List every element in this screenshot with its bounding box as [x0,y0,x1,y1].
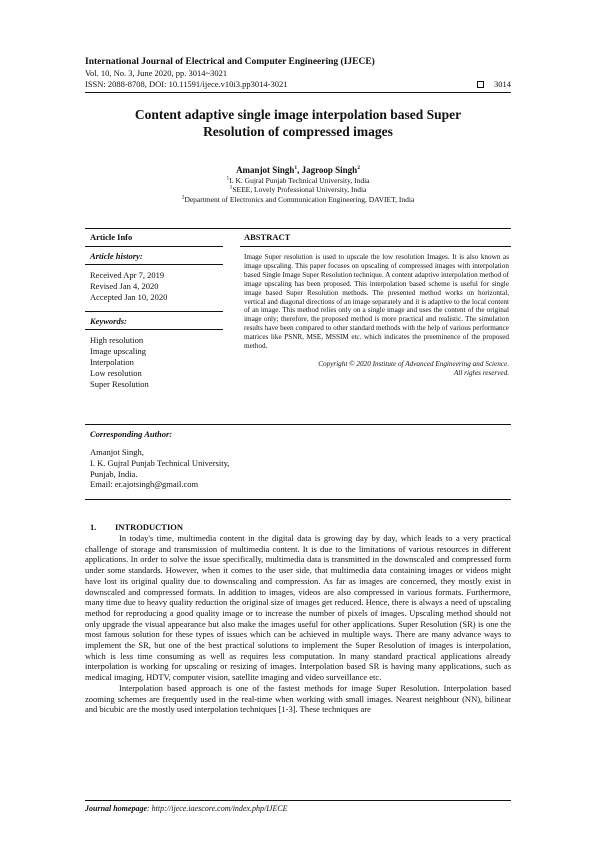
page-number: 3014 [494,79,511,89]
affiliation-text: Department of Electronics and Communication Engineering, DAVIET, India [184,195,415,204]
corresponding-author-block [85,429,385,490]
introduction-section [85,522,511,715]
affiliation-text: SEEE, Lovely Professional University, India [232,185,367,194]
keywords-heading: Keywords: [90,316,127,327]
keyword-item: Low resolution [90,367,142,378]
footer-url[interactable]: : http://ijece.iaescore.com/index.php/IJECE [147,804,288,813]
corresponding-top-rule [85,424,511,425]
title-line-2: Resolution of compressed images [203,124,393,139]
keyword-item: High resolution [90,335,144,346]
keyword-item: Super Resolution [90,378,149,389]
corresponding-details [85,447,385,490]
copyright-notice [240,360,511,378]
abstract-body: Image Super resolution is used to upscale the low resolution Images. It is also known as image upscaling. This paper focuses on upscaling of compressed images with interpolation based Single Image Super Resolution technique. A content adaptive interpolation method of image upscaling has been proposed. This interpolation based scheme is useful for single image based Super Resolution methods. The presented method works on horizontal, vertical and diagonal directions of an image separately and it is adaptive to the local content of an image. This method relies only on a single image and uses the content of the original image only; therefore, the proposed method is more practical and realistic. The simulation results have been compared to other standard methods with the help of various performance matrices like PSNR, MSE, MSSIM etc. which indicates the preeminence of the proposed method. [244,253,509,351]
author-separator: , [297,165,302,175]
paper-title [85,106,511,140]
keywords-top-rule [85,311,223,312]
author-name: Jagroop Singh [301,165,358,175]
received-date: Received Apr 7, 2019 [90,270,165,280]
article-info-column [85,232,223,389]
abstract-heading: ABSTRACT [244,232,291,242]
title-line-1: Content adaptive single image interpolation based Super [134,107,462,122]
author-sup: 1 [294,165,298,171]
keywords-rule [85,329,223,330]
corresponding-heading: Corresponding Author: [90,429,173,439]
abstract-column [240,232,511,378]
section-number: 1. [90,522,97,532]
info-box-bottom-rule [85,499,511,500]
header-divider [85,92,511,93]
issn-row [85,79,511,90]
affiliation-sup: 2 [181,194,185,201]
journal-header [85,56,511,90]
section-heading [85,522,511,533]
section-title: INTRODUCTION [115,522,184,532]
keywords-list [85,335,223,389]
issn-doi: ISSN: 2088-8708, DOI: 10.11591/ijece.v10i3.pp3014-3021 [85,79,288,89]
accepted-date: Accepted Jan 10, 2020 [90,291,168,302]
abstract-rule [240,246,511,247]
footer-divider [85,800,511,801]
affiliation-sup: 1 [229,184,233,191]
author-sup: 2 [357,165,360,171]
copyright-line: Copyright © 2020 Institute of Advanced Engineering and Science. [318,359,509,368]
info-box-top-rule [85,228,511,229]
affiliation-text: I. K. Gujral Punjab Technical University, India [229,176,370,185]
author-list [85,165,511,176]
paragraph: In today's time, multimedia content in the digital data is growing day by day, which leads to a very practical challenge of storage and transmission of multimedia content. It is due to the limitations of various resources in different applications. In order to solve the issue specifically, multimedia data is transmitted in the downscaled and compressed form under some standards. However, when it comes to the user side, that multimedia data containing images or videos might have lost its original quality due to downscaling and compression. As far as images are concerned, they mostly exist in downscaled and compressed formats. In addition to images, videos are also compressed in various formats. Furthermore, many time due to heavy quality reduction the original size of images get reduced. Hence, there is always a need of upscaling method for reproducing a good quality image or to increase the number of pixels of images. Upscaling method should not only upgrade the visual appearance but also make the images useful for other applications. Super Resolution (SR) is one the most famous solution for these types of issues which can be achieved in multiple ways. There are many advance ways to implement the SR, but one of the best practical solutions to implement the Super Resolution of images is interpolation, which is less time consuming as well as requires less computation. In many standard practical applications already interpolation is working for upscaling or resizing of images. Interpolation based SR is having many applications, such as medical imaging, HDTV, computer vision, satellite imaging and video surveillance etc. [85,533,511,683]
page-number-group [477,79,511,90]
article-history-heading: Article history: [90,251,143,261]
author-name: Amanjot Singh [236,165,295,175]
revised-date: Revised Jan 4, 2020 [90,280,159,291]
article-history-rule [85,264,223,265]
affiliation [85,195,511,205]
journal-name: International Journal of Electrical and Computer Engineering (IJECE) [85,57,375,67]
journal-footer [85,804,288,814]
article-info-heading: Article Info [90,232,133,242]
rights-line: All rights reserved. [453,368,509,377]
affiliation [85,185,511,195]
paragraph: Interpolation based approach is one of the fastest methods for image Super Resolution. Interpolation based zooming schemes are frequently used in the real-time when working with small images. Nearest neighbour (NN), bilinear and bicubic are the mostly used interpolation techniques [1-3]. These techniques are [85,682,511,715]
affiliation-sup: 1 [226,175,230,182]
corresponding-location: Punjab, India. [90,468,138,479]
volume-info: Vol. 10, No. 3, June 2020, pp. 3014~3021 [85,68,228,78]
corresponding-name: Amanjot Singh, [90,447,144,457]
keyword-item: Interpolation [90,356,134,367]
footer-label: Journal homepage [85,804,148,813]
keyword-item: Image upscaling [90,346,146,357]
corresponding-email[interactable]: Email: er.ajotsingh@gmail.com [90,479,199,490]
corresponding-institution: I. K. Gujral Punjab Technical University, [90,457,230,468]
article-info-rule [85,246,223,247]
square-box-icon [477,81,484,88]
article-history-list [85,270,223,302]
